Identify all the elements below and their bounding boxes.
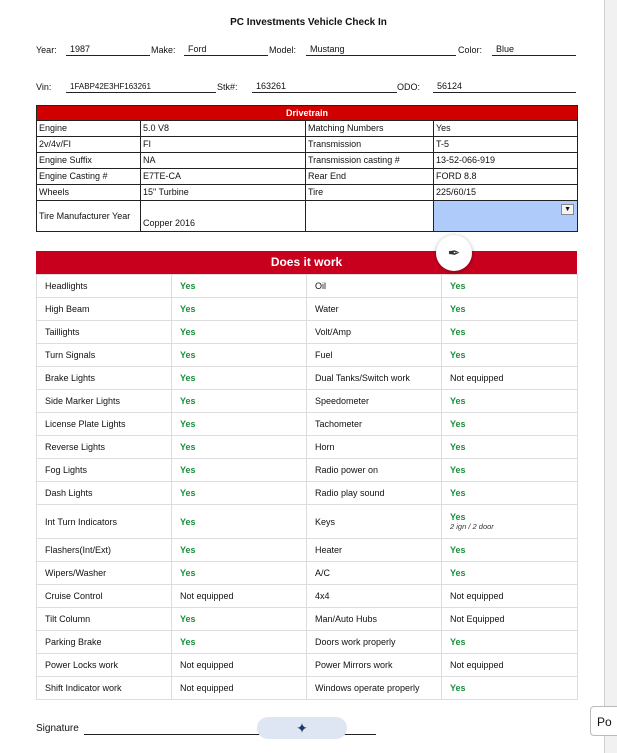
table-row bbox=[37, 321, 578, 344]
vin-field[interactable]: 1FABP42E3HF163261 bbox=[66, 81, 216, 93]
status-value[interactable]: Yes bbox=[442, 482, 578, 505]
status-value[interactable]: Yes bbox=[442, 344, 578, 367]
cell[interactable]: NA bbox=[141, 153, 306, 169]
status-value[interactable]: Yes bbox=[442, 562, 578, 585]
status-value[interactable]: Yes bbox=[442, 459, 578, 482]
item-label[interactable]: Power Mirrors work bbox=[307, 654, 442, 677]
cell[interactable]: Yes bbox=[434, 121, 578, 137]
table-row bbox=[37, 390, 578, 413]
table-row bbox=[37, 137, 578, 153]
page-edge bbox=[604, 0, 617, 753]
table-row bbox=[37, 367, 578, 390]
table-row bbox=[37, 121, 578, 137]
table-row bbox=[37, 654, 578, 677]
cell[interactable]: Transmission casting # bbox=[306, 153, 434, 169]
table-row bbox=[37, 275, 578, 298]
item-label[interactable]: Side Marker Lights bbox=[37, 390, 172, 413]
keys-note: 2 ign / 2 door bbox=[450, 522, 494, 531]
status-value[interactable]: Yes bbox=[442, 390, 578, 413]
status-value[interactable]: Yes bbox=[172, 390, 307, 413]
status-value[interactable]: Yes bbox=[442, 298, 578, 321]
status-value[interactable]: Yes bbox=[442, 539, 578, 562]
item-label[interactable]: Doors work properly bbox=[307, 631, 442, 654]
table-row bbox=[37, 436, 578, 459]
status-value[interactable]: Not equipped bbox=[442, 654, 578, 677]
item-label[interactable]: A/C bbox=[307, 562, 442, 585]
item-label[interactable]: Shift Indicator work bbox=[37, 677, 172, 700]
status-value[interactable]: Yes bbox=[172, 631, 307, 654]
item-label[interactable]: Headlights bbox=[37, 275, 172, 298]
item-label[interactable]: Dash Lights bbox=[37, 482, 172, 505]
document-title: PC Investments Vehicle Check In bbox=[230, 17, 387, 28]
color-label: Color: bbox=[458, 45, 483, 55]
item-label[interactable]: Tilt Column bbox=[37, 608, 172, 631]
table-row bbox=[37, 631, 578, 654]
cell[interactable]: Engine Casting # bbox=[37, 169, 141, 185]
status-value[interactable]: Yes bbox=[172, 275, 307, 298]
cell[interactable]: 5.0 V8 bbox=[141, 121, 306, 137]
status-value[interactable]: Yes bbox=[172, 367, 307, 390]
status-value[interactable]: Yes bbox=[442, 321, 578, 344]
item-label[interactable]: Water bbox=[307, 298, 442, 321]
item-label[interactable]: License Plate Lights bbox=[37, 413, 172, 436]
cell[interactable]: Copper 2016 bbox=[141, 201, 306, 232]
status-value[interactable]: Yes bbox=[172, 413, 307, 436]
table-row bbox=[37, 153, 578, 169]
item-label[interactable]: Power Locks work bbox=[37, 654, 172, 677]
table-row bbox=[37, 539, 578, 562]
stk-field[interactable]: 163261 bbox=[252, 81, 397, 93]
item-label[interactable]: Keys bbox=[307, 505, 442, 539]
status-value[interactable]: Yes bbox=[172, 482, 307, 505]
table-row bbox=[37, 585, 578, 608]
cell[interactable]: Engine bbox=[37, 121, 141, 137]
cell[interactable]: FORD 8.8 bbox=[434, 169, 578, 185]
drivetrain-header: Drivetrain bbox=[37, 106, 578, 121]
item-label[interactable]: Dual Tanks/Switch work bbox=[307, 367, 442, 390]
status-value: Yes bbox=[450, 512, 466, 522]
make-label: Make: bbox=[151, 45, 176, 55]
cell[interactable]: FI bbox=[141, 137, 306, 153]
cell[interactable]: Tire bbox=[306, 185, 434, 201]
status-value[interactable]: Yes bbox=[442, 631, 578, 654]
item-label[interactable]: Tachometer bbox=[307, 413, 442, 436]
status-value[interactable]: Not equipped bbox=[172, 677, 307, 700]
item-label[interactable]: Brake Lights bbox=[37, 367, 172, 390]
status-value[interactable]: Yes bbox=[442, 275, 578, 298]
cell[interactable]: Matching Numbers bbox=[306, 121, 434, 137]
status-value[interactable]: Yes bbox=[442, 436, 578, 459]
dropdown-arrow-icon[interactable]: ▼ bbox=[561, 204, 574, 215]
item-label[interactable]: Man/Auto Hubs bbox=[307, 608, 442, 631]
cell[interactable]: Rear End bbox=[306, 169, 434, 185]
item-label[interactable]: Turn Signals bbox=[37, 344, 172, 367]
item-label[interactable]: High Beam bbox=[37, 298, 172, 321]
item-label[interactable]: Fog Lights bbox=[37, 459, 172, 482]
table-row bbox=[37, 562, 578, 585]
year-field[interactable]: 1987 bbox=[66, 44, 150, 56]
cell[interactable]: Transmission bbox=[306, 137, 434, 153]
table-row bbox=[37, 169, 578, 185]
vin-label: Vin: bbox=[36, 82, 52, 92]
does-it-work-table bbox=[36, 274, 578, 700]
cell[interactable]: Tire Manufacturer Year bbox=[37, 201, 141, 232]
table-row bbox=[37, 677, 578, 700]
table-row bbox=[37, 344, 578, 367]
status-value[interactable]: Yes bbox=[172, 539, 307, 562]
item-label[interactable]: Fuel bbox=[307, 344, 442, 367]
table-row bbox=[37, 505, 578, 539]
item-label[interactable]: Parking Brake bbox=[37, 631, 172, 654]
table-row bbox=[37, 608, 578, 631]
item-label[interactable]: Oil bbox=[307, 275, 442, 298]
table-row bbox=[37, 185, 578, 201]
status-value[interactable]: Not equipped bbox=[442, 367, 578, 390]
cell[interactable]: Wheels bbox=[37, 185, 141, 201]
table-row bbox=[37, 459, 578, 482]
item-label[interactable]: Cruise Control bbox=[37, 585, 172, 608]
sparkle-icon[interactable]: ✦ bbox=[257, 717, 347, 739]
cell[interactable]: 15" Turbine bbox=[141, 185, 306, 201]
status-value[interactable]: Yes bbox=[172, 298, 307, 321]
year-label: Year: bbox=[36, 45, 57, 55]
status-value[interactable]: Yes bbox=[172, 459, 307, 482]
item-label[interactable]: Volt/Amp bbox=[307, 321, 442, 344]
odo-field[interactable]: 56124 bbox=[433, 81, 576, 93]
cell[interactable]: 2v/4v/FI bbox=[37, 137, 141, 153]
status-value[interactable] bbox=[442, 505, 578, 539]
model-field[interactable]: Mustang bbox=[306, 44, 456, 56]
selected-cell[interactable] bbox=[434, 201, 578, 232]
corner-popup[interactable]: Po bbox=[590, 706, 617, 736]
stk-label: Stk#: bbox=[217, 82, 238, 92]
table-row bbox=[37, 482, 578, 505]
cell[interactable]: T-5 bbox=[434, 137, 578, 153]
item-label[interactable]: Wipers/Washer bbox=[37, 562, 172, 585]
signature-label: Signature bbox=[36, 723, 79, 734]
item-label[interactable]: Speedometer bbox=[307, 390, 442, 413]
does-it-work-header: Does it work bbox=[36, 251, 577, 274]
item-label[interactable]: Int Turn Indicators bbox=[37, 505, 172, 539]
status-value[interactable]: Yes bbox=[172, 608, 307, 631]
item-label[interactable]: Radio play sound bbox=[307, 482, 442, 505]
cell[interactable]: E7TE-CA bbox=[141, 169, 306, 185]
status-value[interactable]: Yes bbox=[172, 321, 307, 344]
table-row bbox=[37, 201, 578, 232]
status-value[interactable]: Yes bbox=[172, 562, 307, 585]
status-value[interactable]: Not equipped bbox=[442, 585, 578, 608]
status-value[interactable]: Yes bbox=[172, 436, 307, 459]
magic-wand-icon[interactable]: ✒ bbox=[436, 235, 472, 271]
table-row bbox=[37, 413, 578, 436]
cell[interactable]: 13-52-066-919 bbox=[434, 153, 578, 169]
status-value[interactable]: Not equipped bbox=[172, 585, 307, 608]
status-value[interactable]: Yes bbox=[172, 344, 307, 367]
item-label[interactable]: 4x4 bbox=[307, 585, 442, 608]
status-value[interactable]: Yes bbox=[442, 413, 578, 436]
item-label[interactable]: Heater bbox=[307, 539, 442, 562]
table-row bbox=[37, 298, 578, 321]
cell[interactable]: Engine Suffix bbox=[37, 153, 141, 169]
status-value[interactable]: Not Equipped bbox=[442, 608, 578, 631]
item-label[interactable]: Flashers(Int/Ext) bbox=[37, 539, 172, 562]
status-value[interactable]: Yes bbox=[442, 677, 578, 700]
item-label[interactable]: Taillights bbox=[37, 321, 172, 344]
make-field[interactable]: Ford bbox=[184, 44, 268, 56]
model-label: Model: bbox=[269, 45, 297, 55]
status-value[interactable]: Not equipped bbox=[172, 654, 307, 677]
item-label[interactable]: Windows operate properly bbox=[307, 677, 442, 700]
item-label[interactable]: Reverse Lights bbox=[37, 436, 172, 459]
status-value[interactable]: Yes bbox=[172, 505, 307, 539]
odo-label: ODO: bbox=[397, 82, 421, 92]
item-label[interactable]: Radio power on bbox=[307, 459, 442, 482]
cell[interactable] bbox=[306, 201, 434, 232]
color-field[interactable]: Blue bbox=[492, 44, 576, 56]
drivetrain-table bbox=[36, 105, 578, 232]
cell[interactable]: 225/60/15 bbox=[434, 185, 578, 201]
item-label[interactable]: Horn bbox=[307, 436, 442, 459]
